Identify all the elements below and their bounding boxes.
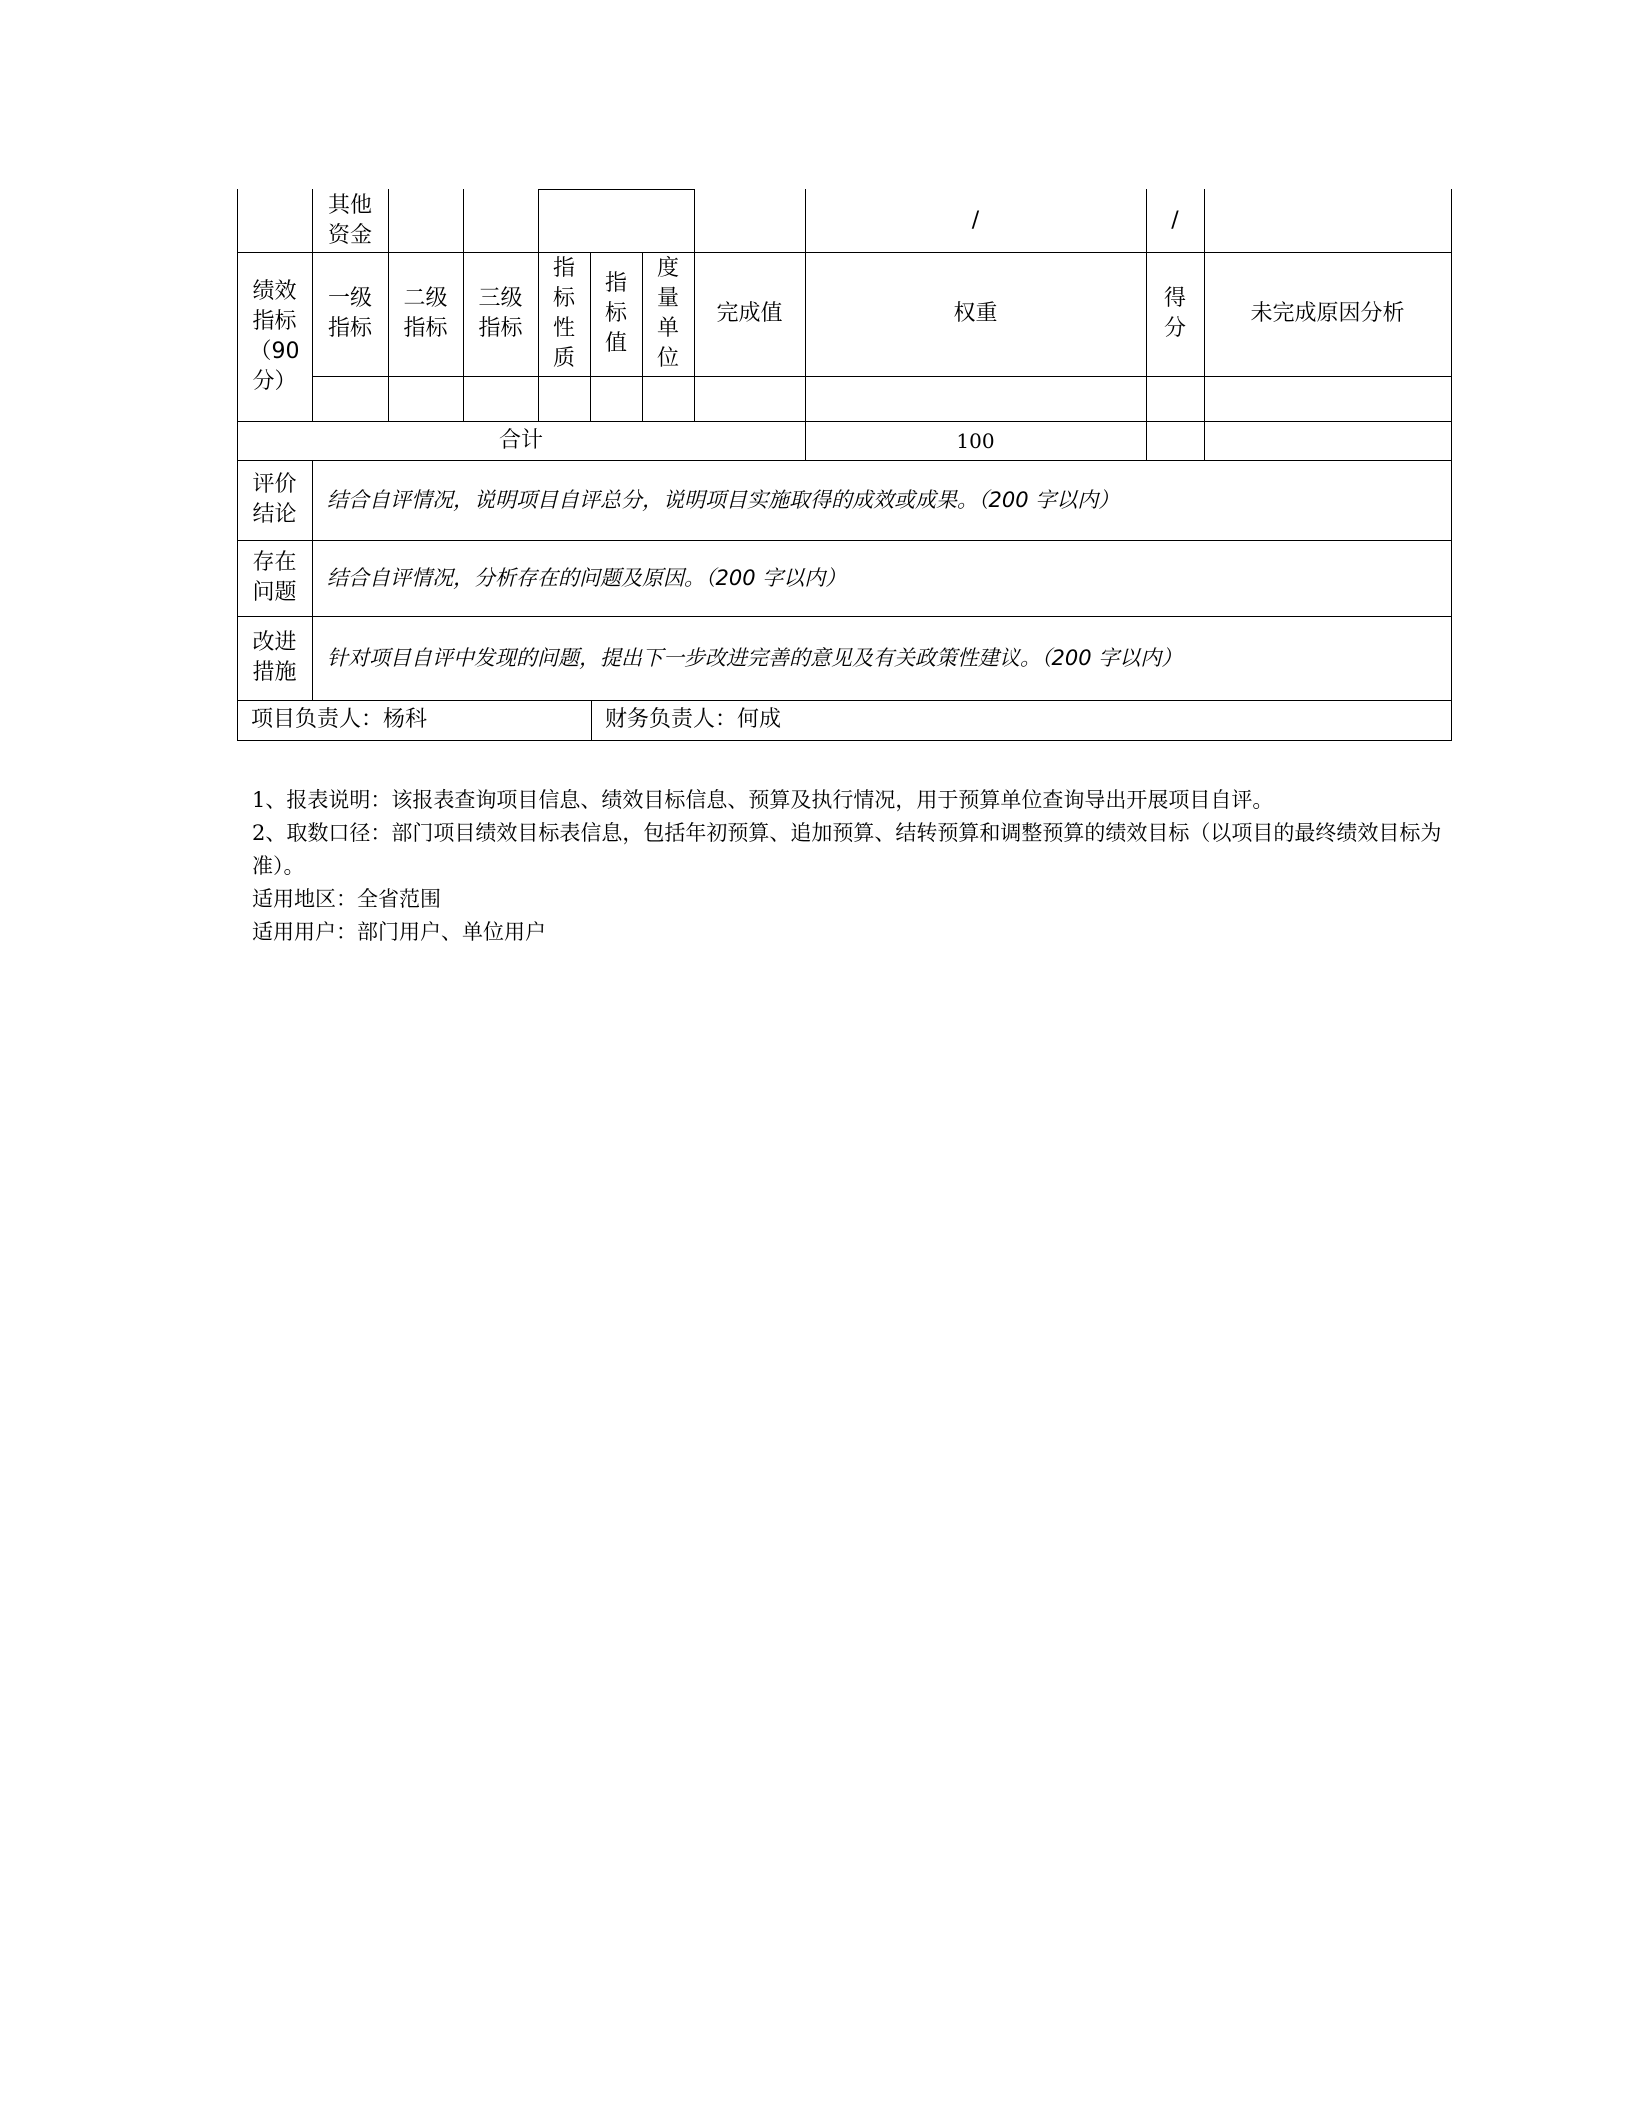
perf-indicator-label xyxy=(237,252,312,421)
header-nature xyxy=(538,252,590,376)
grid-line xyxy=(312,376,1452,377)
note-line: 2、取数口径：部门项目绩效目标表信息，包括年初预算、追加预算、结转预算和调整预算的绩效目标（以项目的最终绩效目标为准）。 xyxy=(252,821,1442,878)
perf-indicator-label-text: 绩效 指标 （90 分） xyxy=(249,278,300,394)
conclusion-text xyxy=(312,460,1451,540)
header-score-text: 得 分 xyxy=(1163,286,1186,341)
header-level3-text: 三级 指标 xyxy=(478,286,523,341)
problems-label-text: 存在 问题 xyxy=(252,550,297,605)
problems-text-value: 结合自评情况，分析存在的问题及原因。（200 字以内） xyxy=(327,566,847,590)
project-lead xyxy=(237,700,591,740)
improve-label-text: 改进 措施 xyxy=(252,630,297,685)
header-weight-text: 权重 xyxy=(953,301,998,326)
header-target xyxy=(590,252,642,376)
total-label-text: 合计 xyxy=(498,427,543,453)
grid-line xyxy=(538,189,695,190)
other-funds-score-slash xyxy=(1146,189,1204,252)
header-nature-text: 指 标 性 质 xyxy=(552,256,575,371)
report-notes xyxy=(252,784,1452,949)
header-completed-text: 完成值 xyxy=(716,301,783,326)
header-reason xyxy=(1204,252,1451,376)
header-score xyxy=(1146,252,1204,376)
header-unit-text: 度 量 单 位 xyxy=(656,256,679,371)
improve-text xyxy=(312,616,1451,700)
conclusion-label-text: 评价 结论 xyxy=(252,472,297,527)
finance-lead xyxy=(591,700,1451,740)
header-reason-text: 未完成原因分析 xyxy=(1250,301,1405,326)
header-completed xyxy=(694,252,805,376)
other-funds-weight-slash xyxy=(805,189,1146,252)
problems-text xyxy=(312,540,1451,616)
header-level2 xyxy=(388,252,463,376)
improve-text-value: 针对项目自评中发现的问题，提出下一步改进完善的意见及有关政策性建议。（200 字以内） xyxy=(327,646,1183,670)
other-funds-label xyxy=(312,189,388,252)
project-lead-text: 项目负责人：杨科 xyxy=(251,707,428,732)
header-target-text: 指 标 值 xyxy=(604,271,627,356)
improve-label xyxy=(237,616,312,700)
conclusion-label xyxy=(237,460,312,540)
note-line: 适用用户：部门用户、单位用户 xyxy=(252,920,546,944)
slash-text: / xyxy=(1171,207,1179,233)
note-line: 适用地区：全省范围 xyxy=(252,887,441,911)
total-weight-value: 100 xyxy=(956,428,995,453)
problems-label xyxy=(237,540,312,616)
total-label xyxy=(237,421,805,460)
header-level2-text: 二级 指标 xyxy=(403,286,448,341)
header-unit xyxy=(642,252,694,376)
header-level1 xyxy=(312,252,388,376)
total-weight xyxy=(805,421,1146,460)
slash-text: / xyxy=(971,207,980,233)
other-funds-label-text: 其他 资金 xyxy=(327,192,372,248)
header-level3 xyxy=(463,252,538,376)
grid-line xyxy=(237,740,1452,741)
grid-line xyxy=(1451,189,1452,740)
finance-lead-text: 财务负责人：何成 xyxy=(605,707,782,732)
header-weight xyxy=(805,252,1146,376)
conclusion-text-value: 结合自评情况，说明项目自评总分，说明项目实施取得的成效或成果。（200 字以内） xyxy=(327,488,1120,512)
header-level1-text: 一级 指标 xyxy=(327,286,372,341)
note-line: 1、报表说明：该报表查询项目信息、绩效目标信息、预算及执行情况，用于预算单位查询导出开展项目自评。 xyxy=(252,788,1274,812)
